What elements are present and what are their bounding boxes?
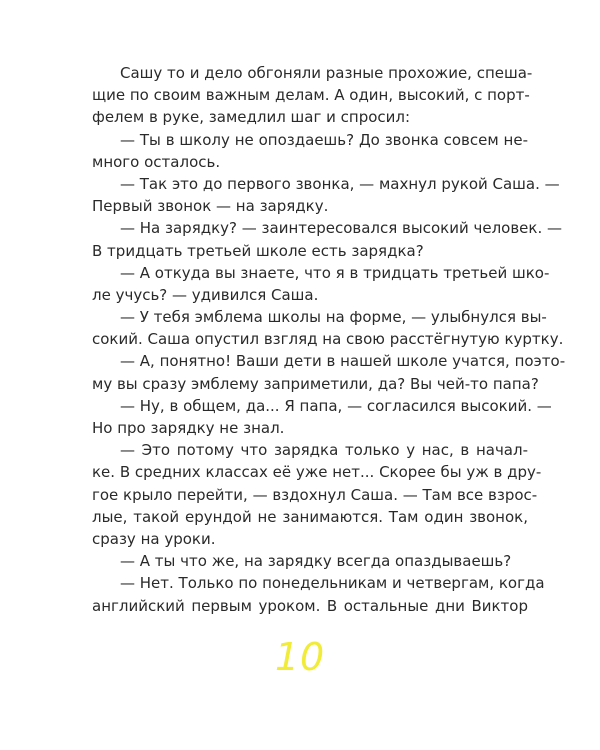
text-line: — Нет. Только по понедельникам и четвергам, когда: [120, 574, 545, 593]
body-text: [92, 62, 566, 617]
text-line: — Ну, в общем, да... Я папа, — согласился высокий. —: [120, 396, 552, 415]
text-line: — Так это до первого звонка, — махнул рукой Саша. —: [120, 174, 560, 193]
text-line: му вы сразу эмблему заприметили, да? Вы чей-то папа?: [92, 374, 539, 393]
text-line: сокий. Саша опустил взгляд на свою расстёгнутую куртку.: [92, 330, 564, 349]
text-line: — У тебя эмблема школы на форме, — улыбнулся вы-: [120, 308, 547, 327]
text-line: английский первым уроком. В остальные дни Виктор: [92, 596, 528, 615]
text-line: Первый звонок — на зарядку.: [92, 197, 329, 216]
text-line: — А откуда вы знаете, что я в тридцать третьей шко-: [120, 263, 550, 282]
text-line: щие по своим важным делам. А один, высокий, с порт-: [92, 86, 530, 105]
text-line: Но про зарядку не знал.: [92, 419, 285, 437]
text-line: сразу на уроки.: [92, 529, 216, 548]
text-line: много осталось.: [92, 152, 221, 171]
text-line: — На зарядку? — заинтересовался высокий человек. —: [120, 219, 563, 238]
text-line: В тридцать третьей школе есть зарядка?: [92, 241, 424, 260]
text-line: ке. В средних классах её уже нет... Скорее бы уж в дру-: [92, 463, 542, 482]
text-line: ле учусь? — удивился Саша.: [92, 285, 319, 304]
text-line: — А ты что же, на зарядку всегда опаздываешь?: [120, 552, 512, 571]
text-line: фелем в руке, замедлил шаг и спросил:: [92, 108, 411, 127]
text-line: — А, понятно! Ваши дети в нашей школе учатся, поэто-: [120, 352, 566, 371]
text-line: гое крыло перейти, — вздохнул Саша. — Там все взрос-: [92, 485, 538, 504]
text-line: — Ты в школу не опоздаешь? До звонка совсем не-: [120, 130, 528, 149]
text-line: лые, такой ерундой не занимаются. Там один звонок,: [92, 507, 528, 526]
text-line: Сашу то и дело обгоняли разные прохожие, спеша-: [120, 64, 533, 82]
page-number: 10: [274, 635, 326, 679]
text-line: — Это потому что зарядка только у нас, в начал-: [120, 441, 528, 460]
